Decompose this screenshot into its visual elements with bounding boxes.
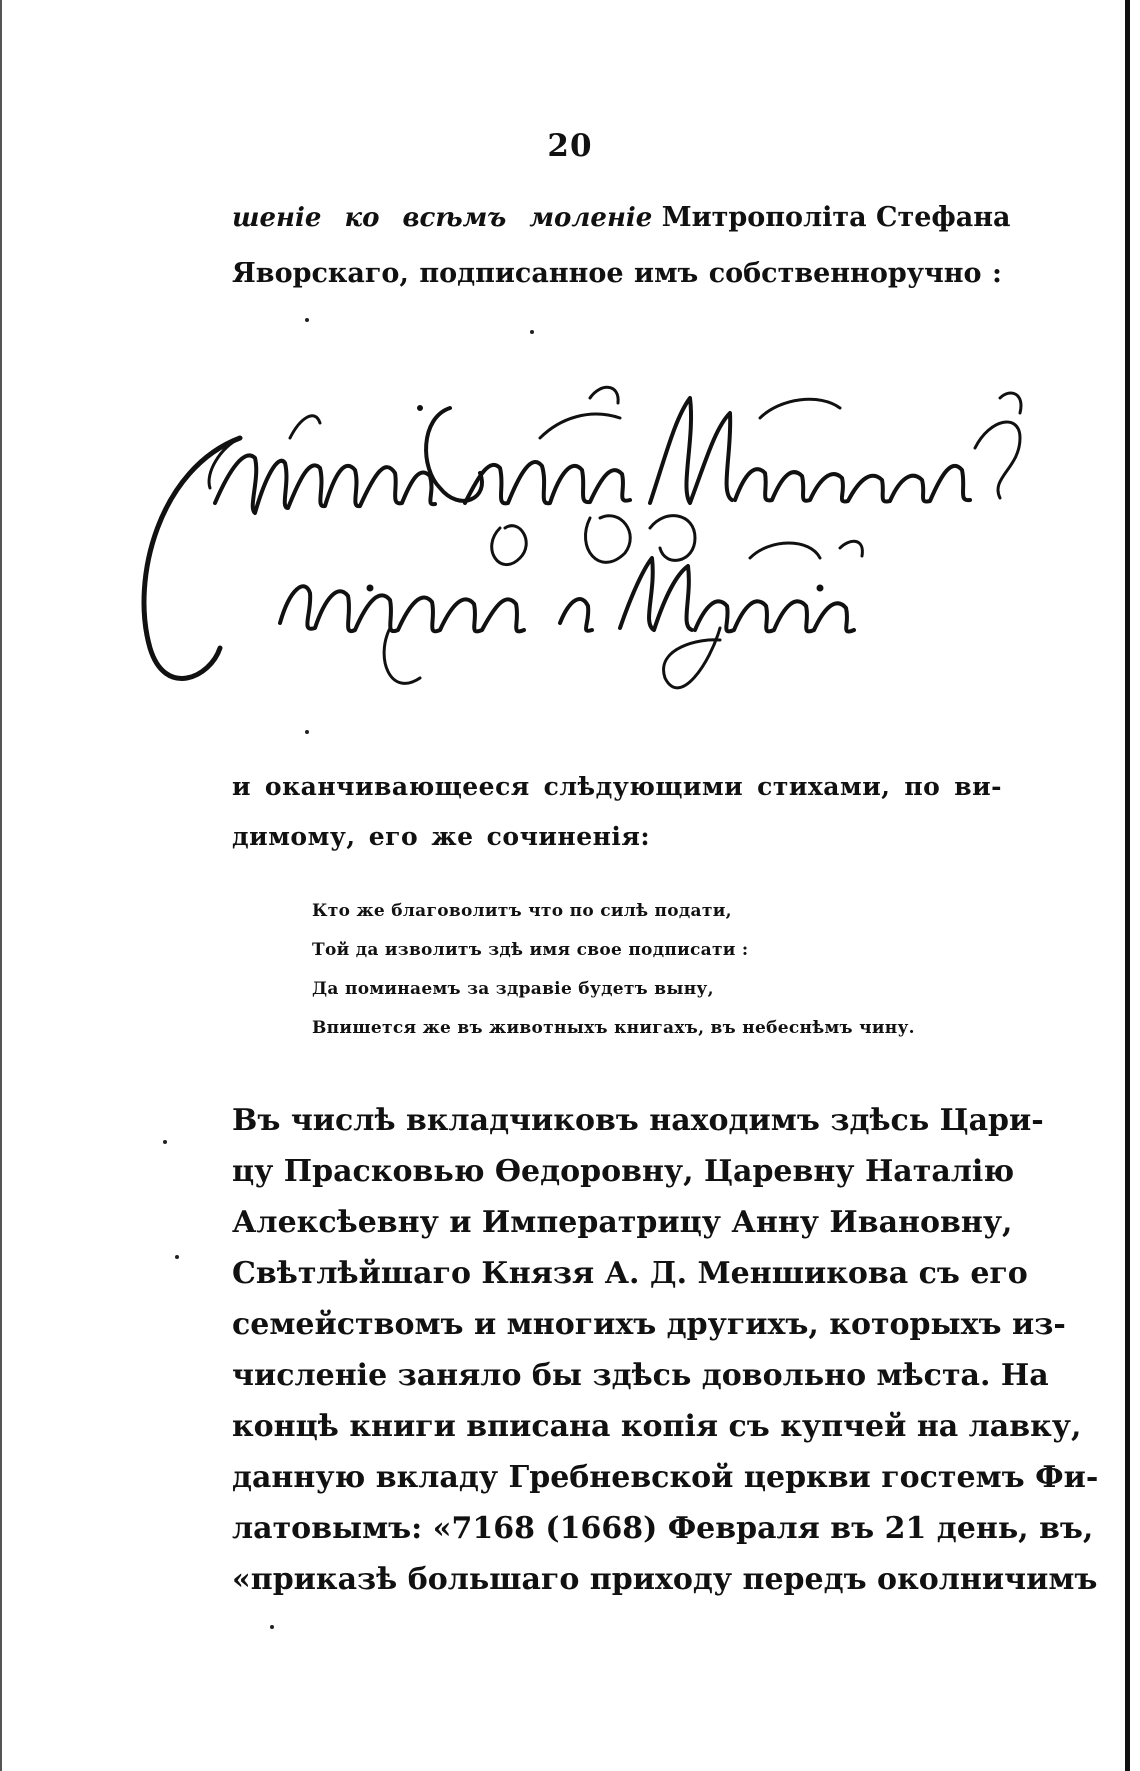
intro-line-1-rest: Митрополіта Стефана [661,202,1011,233]
intro-line-2: Яворскаго, подписанное имъ собственноручно : [232,258,1002,289]
after-signature-paragraph [232,762,1002,862]
signature-line-2-strokes [280,586,524,631]
body-line-4: Свѣтлѣйшаго Князя А. Д. Меншикова съ его [232,1256,1028,1291]
print-speck [305,318,309,322]
intro-italic-phrase: шеніе ко всѣмъ моленіе [232,203,653,233]
print-speck [305,730,309,734]
verse-line-1: Кто же благоволитъ что по силѣ подати, [312,901,732,921]
verse-line-4: Впишется же въ животныхъ книгахъ, въ небеснѣмъ чину. [312,1018,915,1038]
body-line-5: семействомъ и многихъ другихъ, которыхъ из- [232,1307,1066,1342]
page-number: 20 [547,128,593,164]
body-line-10: «приказѣ большаго приходу передъ околничимъ [232,1562,1098,1597]
intro-paragraph [232,190,1011,302]
page-right-edge [1125,0,1130,1771]
print-speck [163,1140,167,1144]
signature-initial-stroke [144,438,240,678]
handwritten-signature [120,378,1110,718]
print-speck [175,1255,179,1259]
intro-line-1 [232,190,1011,246]
body-line-1: Въ числѣ вкладчиковъ находимъ здѣсь Цари- [232,1103,1044,1138]
body-line-6: численіе заняло бы здѣсь довольно мѣста. На [232,1358,1049,1393]
body-line-3: Алексѣевну и Императрицу Анну Ивановну, [232,1205,1013,1240]
body-line-9: латовымъ: «7168 (1668) Февраля въ 21 день, въ, [232,1511,1094,1546]
body-paragraph [232,1095,1099,1605]
signature-line-1-strokes [215,455,435,513]
body-line-8: данную вкладу Гребневской церкви гостемъ Фи- [232,1460,1099,1495]
page-left-edge [0,0,2,1771]
print-speck [270,1625,274,1629]
verse-line-3: Да поминаемъ за здравіе будетъ выну, [312,979,714,999]
after-line-2: димому, его же сочиненія: [232,822,651,851]
verse-line-2: Той да изволитъ здѣ имя свое подписати : [312,940,749,960]
verse-block [312,892,1012,1048]
after-line-1: и оканчивающееся слѣдующими стихами, по ви- [232,772,1002,801]
body-line-2: цу Прасковью Ѳедоровну, Царевну Наталію [232,1154,1015,1189]
body-line-7: концѣ книги вписана копія съ купчей на лавку, [232,1409,1082,1444]
print-speck [530,330,534,334]
